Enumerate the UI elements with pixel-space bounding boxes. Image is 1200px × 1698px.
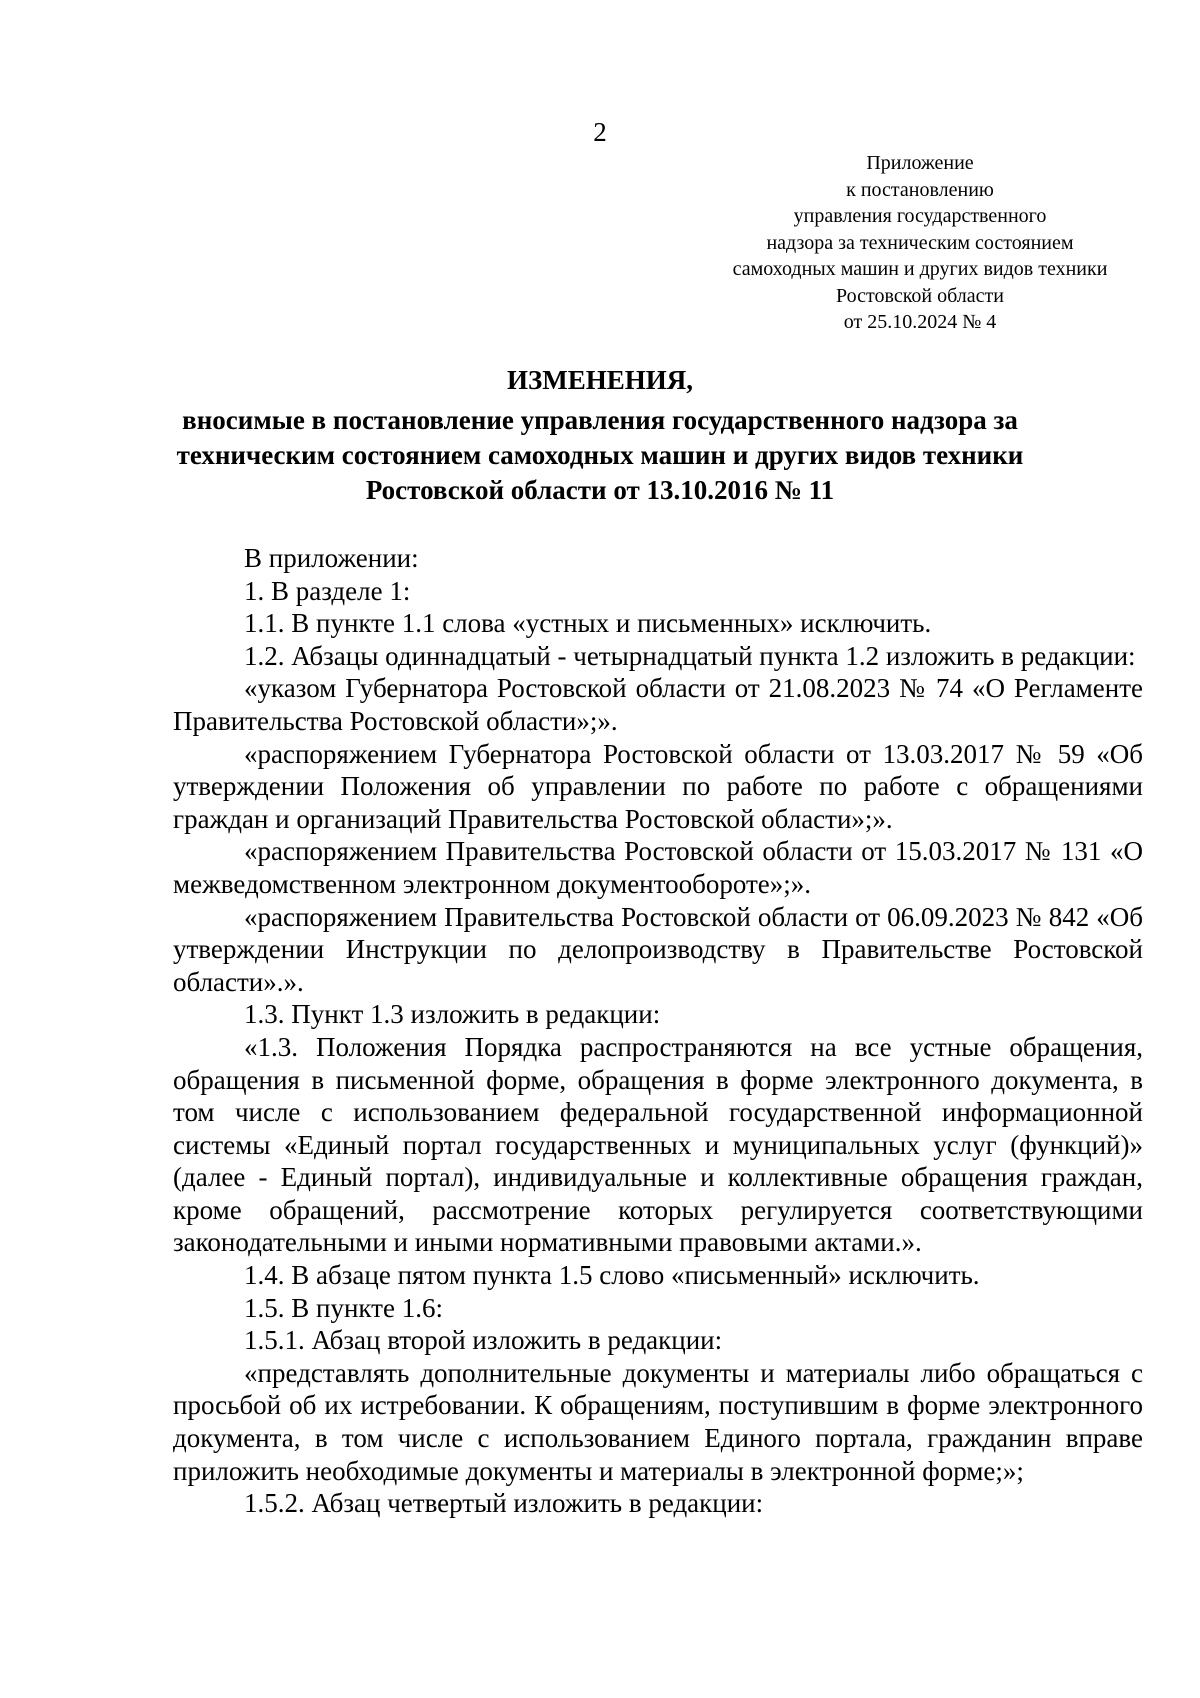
heading-title: ИЗМЕНЕНИЯ, (506, 365, 693, 395)
paragraph: «распоряжением Правительства Ростовской области от 06.09.2023 № 842 «Об утверждении Инструкции по делопроизводству в Правительстве Ростовской области».». (173, 901, 1143, 997)
appendix-line: к постановлению (846, 178, 994, 201)
paragraph: «распоряжением Правительства Ростовской области от 15.03.2017 № 131 «О межведомственном электронном документообороте»;». (173, 836, 1143, 899)
appendix-line: управления государственного (793, 205, 1047, 227)
document-body (173, 542, 1143, 1520)
appendix-line: Приложение (866, 152, 974, 174)
paragraph: В приложении: (244, 543, 419, 573)
heading-line: техническим состоянием самоходных машин и других видов техники (176, 440, 1024, 470)
paragraph: «указом Губернатора Ростовской области от 21.08.2023 № 74 «О Регламенте Правительства Ростовской области»;». (173, 673, 1143, 736)
paragraph: 1.1. В пункте 1.1 слова «устных и письменных» исключить. (244, 608, 932, 639)
paragraph: 1.5.2. Абзац четвертый изложить в редакции: (244, 1488, 764, 1519)
appendix-block (700, 150, 1140, 336)
paragraph: 1.3. Пункт 1.3 изложить в редакции: (244, 999, 661, 1030)
paragraph: 1.5. В пункте 1.6: (244, 1292, 443, 1323)
appendix-line: надзора за техническим состоянием (766, 231, 1074, 254)
paragraph: «1.3. Положения Порядка распространяются на все устные обращения, обращения в письменной форме, обращения в форме электронного документа, в том числе с использованием федеральной государственной информационной системы «Единый портал государственных и муниципальных услуг (функций)» (далее - Единый портал), индивидуальные и коллективные обращения граждан, кроме обращений, рассмотрение которых регулируется соответствующими законодательными и иными нормативными правовыми актами.». (173, 1031, 1143, 1258)
heading-line: Ростовской области от 13.10.2016 № 11 (365, 475, 835, 505)
page-number: 2 (593, 117, 607, 147)
appendix-line: самоходных машин и других видов техники (732, 258, 1108, 280)
paragraph: 1.5.1. Абзац второй изложить в редакции: (244, 1325, 723, 1356)
paragraph: 1.4. В абзаце пятом пункта 1.5 слово «письменный» исключить. (244, 1260, 980, 1291)
appendix-line: Ростовской области (836, 284, 1004, 307)
paragraph: 1. В разделе 1: (244, 575, 411, 606)
paragraph: 1.2. Абзацы одиннадцатый - четырнадцатый пункта 1.2 изложить в редакции: (244, 640, 1136, 671)
paragraph: «представлять дополнительные документы и материалы либо обращаться с просьбой об их истребовании. К обращениям, поступившим в форме электронного документа, в том числе с использованием Единого портала, гражданин вправе приложить необходимые документы и материалы в электронной форме;»; (173, 1357, 1143, 1486)
appendix-line: от 25.10.2024 № 4 (843, 311, 997, 333)
document-heading (120, 363, 1080, 508)
heading-line: вносимые в постановление управления государственного надзора за (182, 405, 1018, 435)
paragraph: «распоряжением Губернатора Ростовской области от 13.03.2017 № 59 «Об утверждении Положения об управлении по работе по работе с обращениями граждан и организаций Правительства Ростовской области»;». (173, 738, 1143, 834)
